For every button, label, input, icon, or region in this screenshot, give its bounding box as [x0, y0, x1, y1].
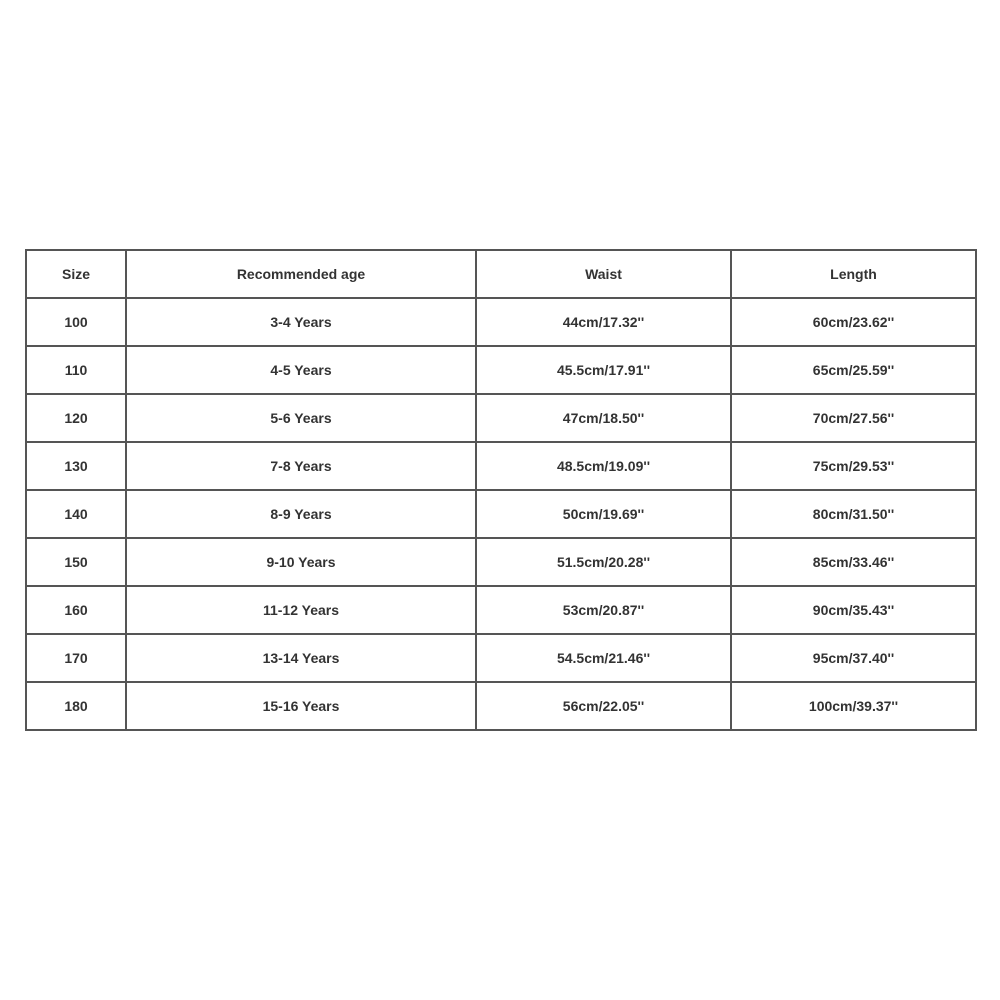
cell-age: 5-6 Years — [126, 394, 476, 442]
cell-waist: 48.5cm/19.09'' — [476, 442, 731, 490]
cell-waist: 51.5cm/20.28'' — [476, 538, 731, 586]
cell-size: 160 — [26, 586, 126, 634]
cell-length: 75cm/29.53'' — [731, 442, 976, 490]
cell-age: 8-9 Years — [126, 490, 476, 538]
table-row — [26, 634, 976, 682]
cell-age: 7-8 Years — [126, 442, 476, 490]
cell-size: 110 — [26, 346, 126, 394]
table-row — [26, 586, 976, 634]
table-row — [26, 394, 976, 442]
cell-waist: 54.5cm/21.46'' — [476, 634, 731, 682]
cell-length: 90cm/35.43'' — [731, 586, 976, 634]
table-row — [26, 346, 976, 394]
header-row — [26, 250, 976, 298]
cell-size: 170 — [26, 634, 126, 682]
size-chart-table — [25, 249, 977, 731]
cell-length: 95cm/37.40'' — [731, 634, 976, 682]
cell-length: 100cm/39.37'' — [731, 682, 976, 730]
cell-age: 3-4 Years — [126, 298, 476, 346]
header-waist: Waist — [476, 250, 731, 298]
cell-waist: 45.5cm/17.91'' — [476, 346, 731, 394]
cell-age: 11-12 Years — [126, 586, 476, 634]
table-row — [26, 442, 976, 490]
cell-waist: 56cm/22.05'' — [476, 682, 731, 730]
cell-length: 60cm/23.62'' — [731, 298, 976, 346]
header-recommended-age: Recommended age — [126, 250, 476, 298]
table-row — [26, 538, 976, 586]
cell-size: 180 — [26, 682, 126, 730]
cell-waist: 47cm/18.50'' — [476, 394, 731, 442]
cell-age: 13-14 Years — [126, 634, 476, 682]
header-length: Length — [731, 250, 976, 298]
cell-size: 100 — [26, 298, 126, 346]
cell-size: 150 — [26, 538, 126, 586]
cell-length: 85cm/33.46'' — [731, 538, 976, 586]
cell-length: 70cm/27.56'' — [731, 394, 976, 442]
cell-waist: 44cm/17.32'' — [476, 298, 731, 346]
cell-age: 15-16 Years — [126, 682, 476, 730]
cell-waist: 50cm/19.69'' — [476, 490, 731, 538]
cell-size: 130 — [26, 442, 126, 490]
cell-age: 9-10 Years — [126, 538, 476, 586]
header-size: Size — [26, 250, 126, 298]
cell-size: 120 — [26, 394, 126, 442]
cell-waist: 53cm/20.87'' — [476, 586, 731, 634]
table-row — [26, 682, 976, 730]
cell-length: 65cm/25.59'' — [731, 346, 976, 394]
cell-length: 80cm/31.50'' — [731, 490, 976, 538]
table-row — [26, 298, 976, 346]
cell-age: 4-5 Years — [126, 346, 476, 394]
table-row — [26, 490, 976, 538]
cell-size: 140 — [26, 490, 126, 538]
